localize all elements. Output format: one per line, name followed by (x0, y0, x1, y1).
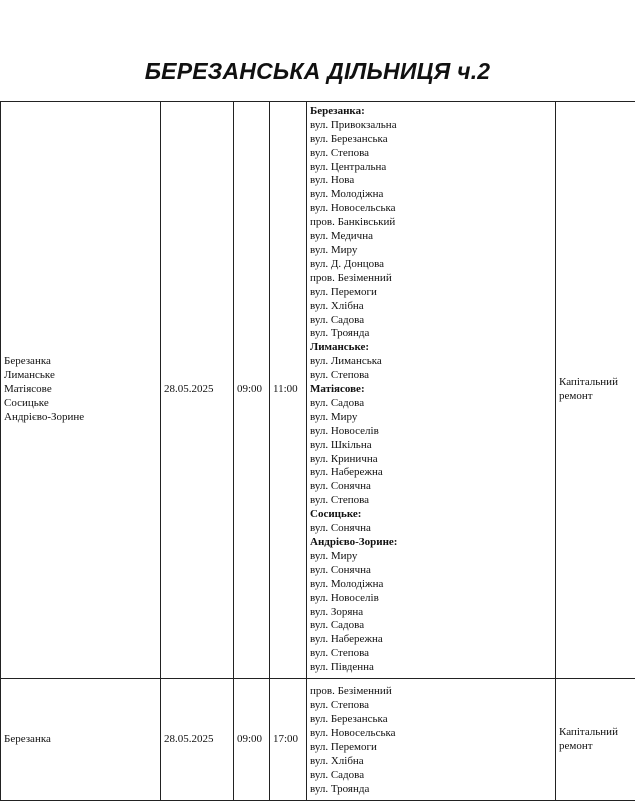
table-row (1, 679, 635, 801)
street-item: вул. Набережна (310, 466, 552, 480)
outage-schedule-table (0, 101, 635, 801)
street-item: вул. Кринична (310, 453, 552, 467)
settlement-name: Андрієво-Зорине (4, 411, 157, 425)
settlement-name: Сосицьке (4, 397, 157, 411)
street-item: вул. Лиманська (310, 355, 552, 369)
street-item: вул. Молодіжна (310, 578, 552, 592)
street-item: вул. Шкільна (310, 439, 552, 453)
street-item: вул. Новосельська (310, 727, 552, 741)
street-item: вул. Перемоги (310, 741, 552, 755)
settlement-heading: Березанка: (310, 105, 552, 119)
time-from-cell: 09:00 (234, 102, 270, 679)
street-item: вул. Сонячна (310, 480, 552, 494)
street-item: вул. Степова (310, 647, 552, 661)
settlement-heading: Матіясове: (310, 383, 552, 397)
street-item: вул. Привокзальна (310, 119, 552, 133)
addresses-cell (307, 102, 556, 679)
settlements-cell (1, 679, 161, 801)
street-item: вул. Березанська (310, 713, 552, 727)
settlement-heading: Андрієво-Зорине: (310, 536, 552, 550)
settlement-name: Матіясове (4, 383, 157, 397)
street-item: вул. Зоряна (310, 606, 552, 620)
street-item: пров. Банківський (310, 216, 552, 230)
street-item: вул. Новоселів (310, 592, 552, 606)
settlements-cell (1, 102, 161, 679)
street-item: вул. Молодіжна (310, 188, 552, 202)
work-type-cell: Капітальний ремонт (556, 679, 635, 801)
street-item: вул. Новоселів (310, 425, 552, 439)
street-item: вул. Перемоги (310, 286, 552, 300)
street-item: вул. Троянда (310, 327, 552, 341)
settlement-heading: Сосицьке: (310, 508, 552, 522)
street-item: пров. Безіменний (310, 685, 552, 699)
street-item: вул. Набережна (310, 633, 552, 647)
date-cell: 28.05.2025 (161, 679, 234, 801)
street-item: вул. Миру (310, 411, 552, 425)
street-item: вул. Новосельська (310, 202, 552, 216)
street-item: вул. Сонячна (310, 522, 552, 536)
time-to-cell: 17:00 (270, 679, 307, 801)
street-item: вул. Центральна (310, 161, 552, 175)
time-from-cell: 09:00 (234, 679, 270, 801)
settlement-name: Лиманське (4, 369, 157, 383)
settlement-name: Березанка (4, 355, 157, 369)
street-item: вул. Південна (310, 661, 552, 675)
street-item: вул. Медична (310, 230, 552, 244)
street-item: вул. Троянда (310, 783, 552, 797)
settlement-heading: Лиманське: (310, 341, 552, 355)
street-item: вул. Миру (310, 550, 552, 564)
street-item: вул. Миру (310, 244, 552, 258)
street-item: вул. Степова (310, 699, 552, 713)
street-item: вул. Садова (310, 397, 552, 411)
street-item: вул. Садова (310, 314, 552, 328)
street-item: вул. Д. Донцова (310, 258, 552, 272)
street-item: вул. Хлібна (310, 300, 552, 314)
street-item: вул. Степова (310, 147, 552, 161)
page-title: БЕРЕЗАНСЬКА ДІЛЬНИЦЯ ч.2 (0, 58, 635, 85)
street-item: вул. Березанська (310, 133, 552, 147)
street-item: вул. Садова (310, 769, 552, 783)
street-item: вул. Степова (310, 369, 552, 383)
addresses-cell (307, 679, 556, 801)
street-item: пров. Безіменний (310, 272, 552, 286)
date-cell: 28.05.2025 (161, 102, 234, 679)
street-item: вул. Нова (310, 174, 552, 188)
work-type-cell: Капітальний ремонт (556, 102, 635, 679)
street-item: вул. Садова (310, 619, 552, 633)
time-to-cell: 11:00 (270, 102, 307, 679)
street-item: вул. Сонячна (310, 564, 552, 578)
street-item: вул. Хлібна (310, 755, 552, 769)
street-item: вул. Степова (310, 494, 552, 508)
settlement-name: Березанка (4, 733, 157, 747)
table-row (1, 102, 635, 679)
